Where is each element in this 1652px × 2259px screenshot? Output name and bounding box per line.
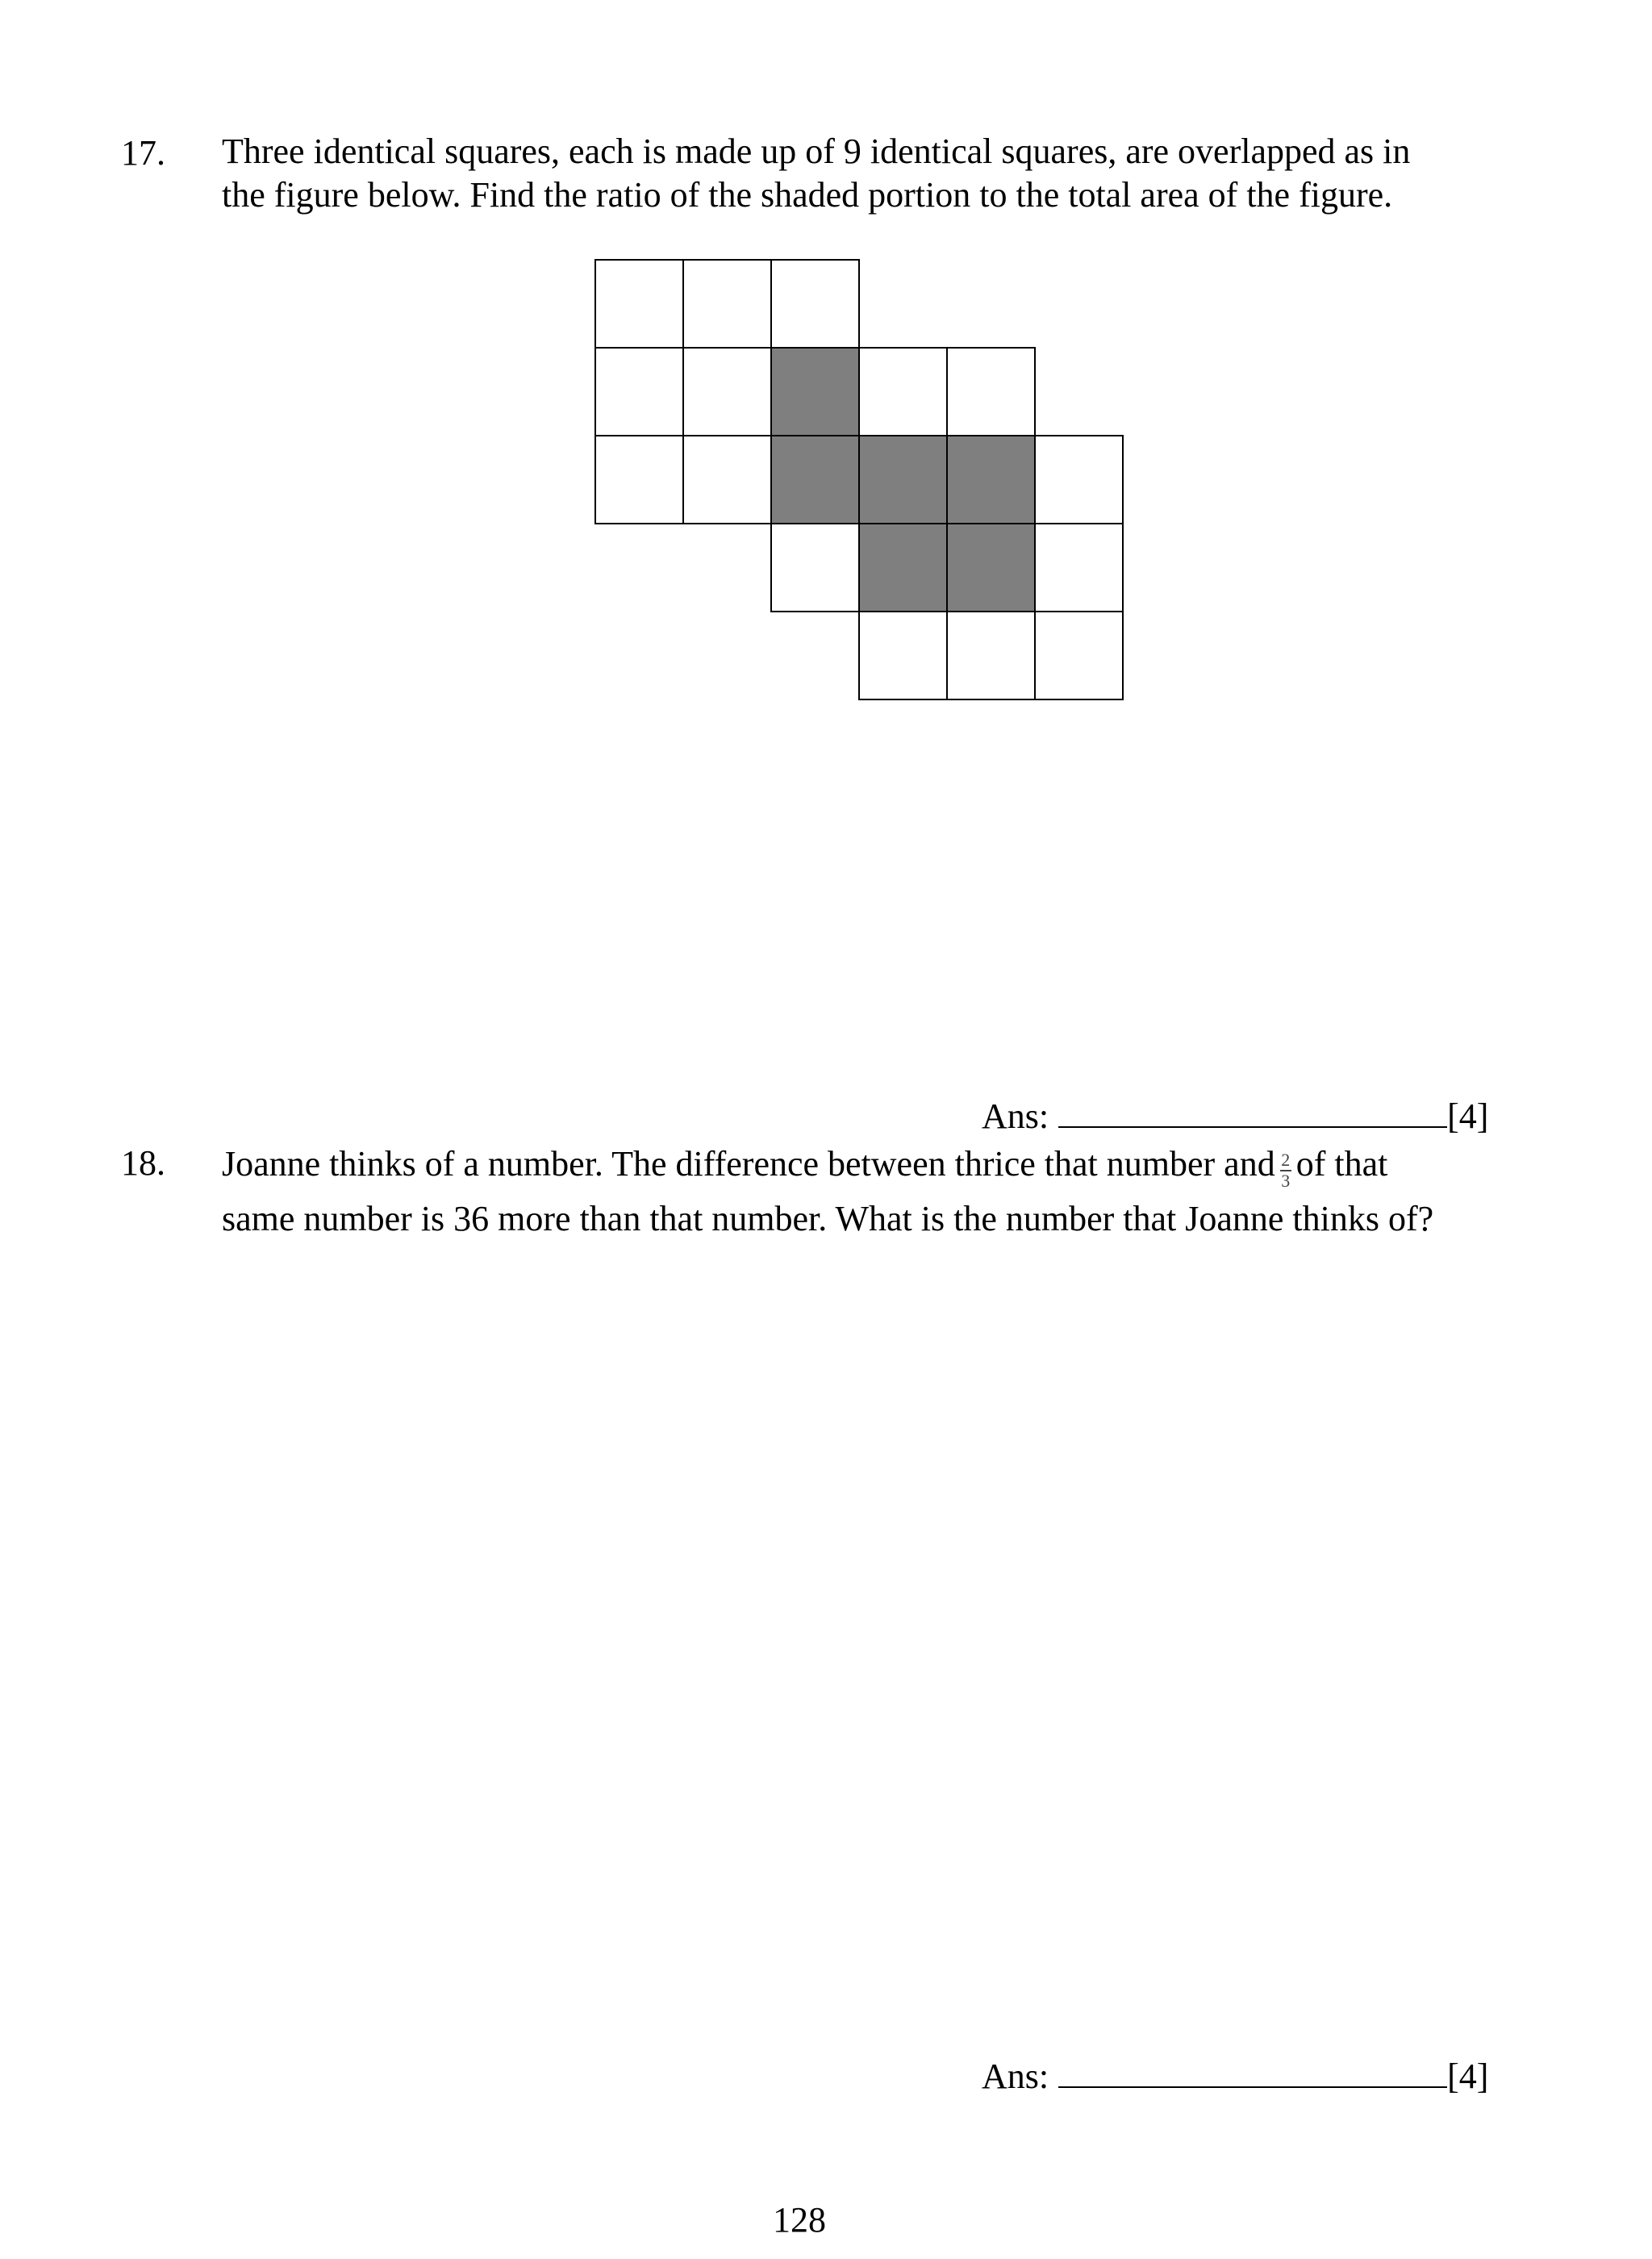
shaded-cell [947,436,1035,524]
q18-text-line1 [222,1138,1433,1191]
fraction-denominator: 3 [1281,1170,1291,1191]
grid-cell-square-3 [1035,612,1123,699]
shaded-cell [859,524,947,612]
q17-answer-line [982,1097,1488,1134]
grid-cell-square-3 [1035,436,1123,524]
grid-cell-square-1 [683,436,771,524]
grid-cell-square-1 [595,436,683,524]
shaded-cell [771,348,859,436]
grid-cell-square-1 [683,348,771,436]
q18-text-line2: same number is 36 more than that number. What is the number that Joanne thinks of? [222,1199,1434,1238]
q17-text-line1: Three identical squares, each is made up of 9 identical squares, are overlapped as in [222,132,1411,171]
q18-ans-label: Ans: [982,2056,1049,2096]
q17-text [222,125,1410,222]
fraction-two-thirds [1280,1151,1291,1190]
q18-answer-blank[interactable] [1058,2057,1447,2088]
q17-answer-blank[interactable] [1058,1097,1447,1128]
q18-text-line1-before: Joanne thinks of a number. The difference between thrice that number and [222,1144,1275,1184]
grid-cell-square-3 [1035,524,1123,612]
grid-cell-square-1 [771,260,859,348]
q17-number: 17. [121,133,165,173]
q17-ans-label: Ans: [982,1096,1049,1136]
overlapping-squares-figure [565,250,1129,718]
shaded-cell [859,436,947,524]
grid-cell-square-1 [595,260,683,348]
q18-answer-line [982,2057,1488,2094]
q17-text-line2: the figure below. Find the ratio of the shaded portion to the total area of the figure. [222,175,1393,215]
page-number: 128 [773,2200,826,2240]
q18-text [222,1138,1433,1246]
fraction-numerator: 2 [1281,1149,1291,1170]
grid-cell-square-1 [595,348,683,436]
grid-cell-square-1 [683,260,771,348]
grid-cell-square-2 [947,348,1035,436]
grid-cell-square-3 [859,612,947,699]
q18-text-line1-after: of that [1295,1144,1388,1184]
grid-cell-square-3 [947,612,1035,699]
q18-marks: [4] [1447,2056,1489,2096]
grid-cell-square-2 [771,524,859,612]
q17-marks: [4] [1447,1096,1489,1136]
q18-number: 18. [121,1143,165,1183]
shaded-cell [947,524,1035,612]
shaded-cell [771,436,859,524]
grid-cell-square-2 [859,348,947,436]
